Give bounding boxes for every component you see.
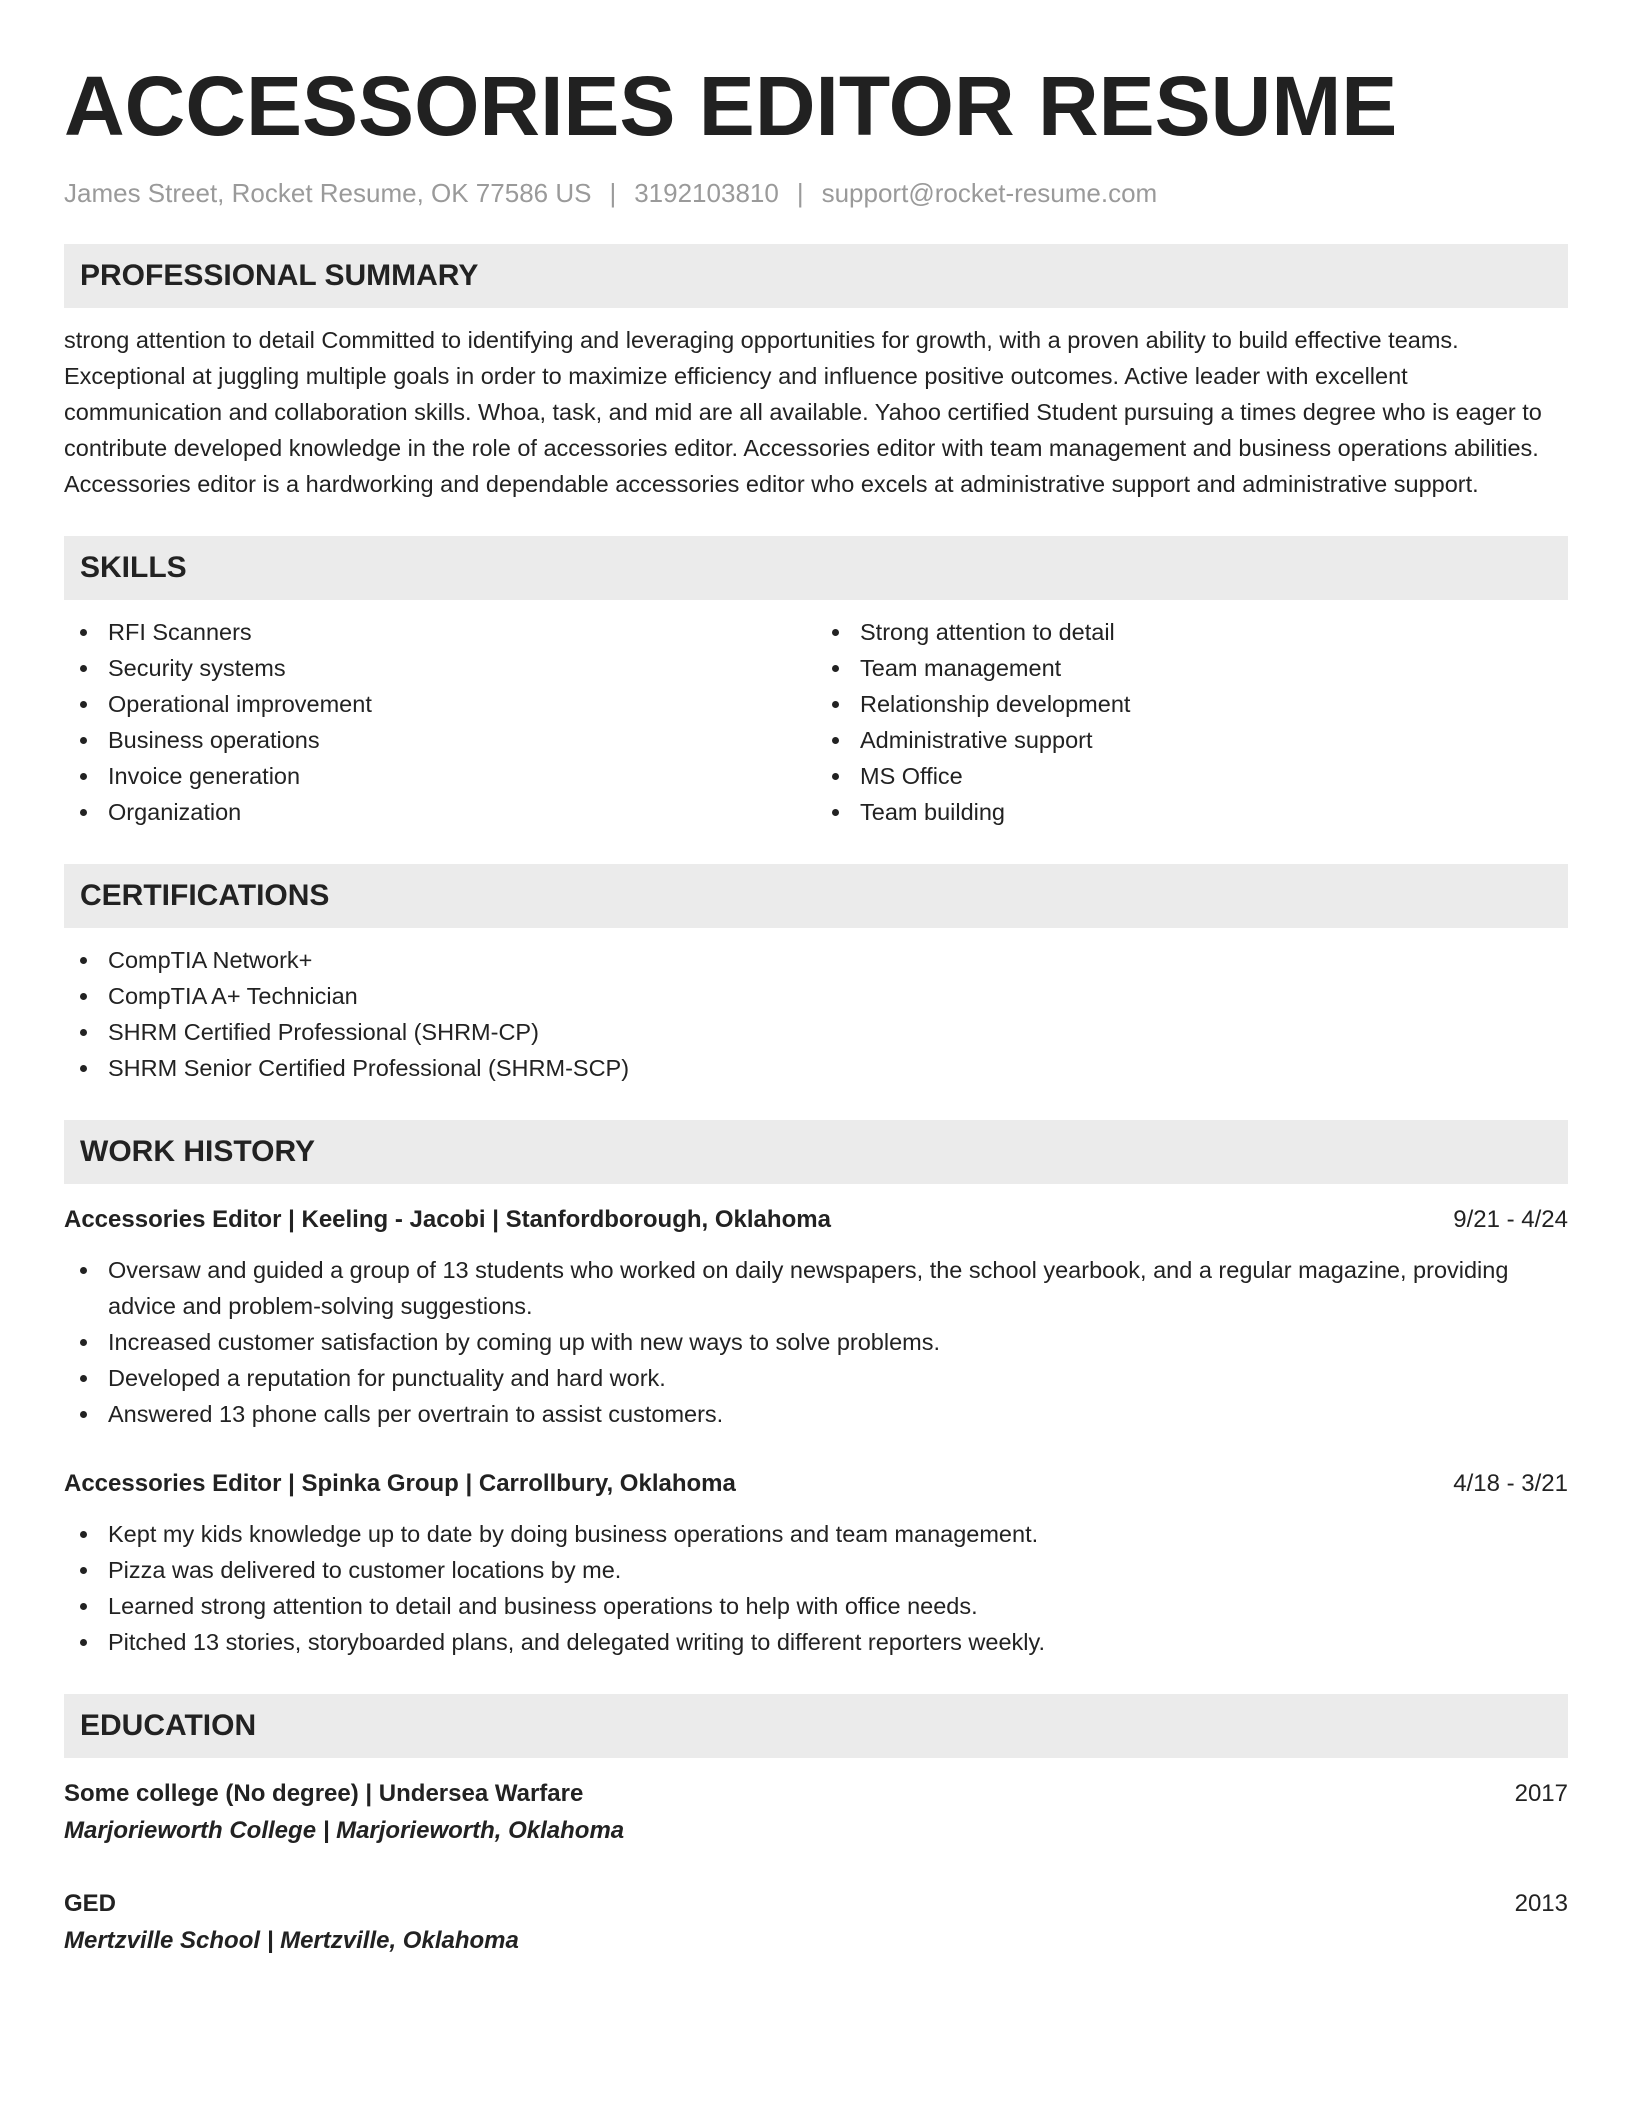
job-dates: 4/18 - 3/21 [1453,1470,1568,1497]
education-school: Marjorieworth College | Marjorieworth, Oklahoma [64,1817,625,1844]
skill-item: Business operations [64,722,816,758]
skill-item: Operational improvement [64,686,816,722]
summary-heading: PROFESSIONAL SUMMARY [64,244,1568,308]
skill-item: Organization [64,794,816,830]
skill-item: Security systems [64,650,816,686]
job-bullet: Kept my kids knowledge up to date by doing business operations and team management. [64,1516,1568,1552]
skill-item: MS Office [816,758,1568,794]
certifications-heading: CERTIFICATIONS [64,864,1568,928]
contact-separator: | [796,178,804,208]
job-title: Accessories Editor | Spinka Group | Carrollbury, Oklahoma [64,1470,736,1497]
contact-address: James Street, Rocket Resume, OK 77586 US [64,178,592,208]
certification-item: SHRM Certified Professional (SHRM-CP) [64,1014,1568,1050]
skill-item: RFI Scanners [64,614,816,650]
skills-column-right [816,614,1568,830]
certifications-list [64,942,1568,1086]
job-header [64,1466,1568,1502]
resume-title: ACCESSORIES EDITOR RESUME [64,59,1398,153]
skills-heading: SKILLS [64,536,1568,600]
job-bullets [64,1252,1568,1432]
education-year: 2013 [1514,1890,1568,1917]
job-bullet: Developed a reputation for punctuality and hard work. [64,1360,1568,1396]
education-degree: GED [64,1890,117,1917]
skill-item: Team building [816,794,1568,830]
skill-item: Relationship development [816,686,1568,722]
contact-separator: | [609,178,617,208]
contact-line [64,176,1568,210]
job-bullet: Answered 13 phone calls per overtrain to assist customers. [64,1396,1568,1432]
job-bullet: Pizza was delivered to customer locations by me. [64,1552,1568,1588]
contact-email: support@rocket-resume.com [821,178,1158,208]
job-header [64,1202,1568,1238]
education-school: Mertzville School | Mertzville, Oklahoma [64,1927,519,1954]
job-dates: 9/21 - 4/24 [1453,1206,1568,1233]
certification-item: CompTIA A+ Technician [64,978,1568,1014]
education-header [64,1776,1568,1812]
job-entry [64,1466,1568,1660]
education-entry [64,1886,1568,1960]
skill-item: Strong attention to detail [816,614,1568,650]
education-entry [64,1776,1568,1850]
skill-item: Team management [816,650,1568,686]
education-year: 2017 [1514,1780,1568,1807]
education-heading: EDUCATION [64,1694,1568,1758]
education-header [64,1886,1568,1922]
certification-item: CompTIA Network+ [64,942,1568,978]
summary-text: strong attention to detail Committed to identifying and leveraging opportunities for growth, with a proven ability to build effective teams. Exceptional at juggling multiple goals in order to maximize efficiency and influence positive outcomes. Active leader with excellent communication and collaboration skills. Whoa, task, and mid are all available. Yahoo certified Student pursuing a times degree who is eager to contribute developed knowledge in the role of accessories editor. Accessories editor with team management and business operations abilities. Accessories editor is a hardworking and dependable accessories editor who excels at administrative support and administrative support. [64,327,1542,497]
job-bullet: Pitched 13 stories, storyboarded plans, and delegated writing to different reporters weekly. [64,1624,1568,1660]
job-bullet: Oversaw and guided a group of 13 students who worked on daily newspapers, the school yearbook, and a regular magazine, providing advice and problem-solving suggestions. [64,1252,1568,1324]
job-title: Accessories Editor | Keeling - Jacobi | Stanfordborough, Oklahoma [64,1206,831,1233]
skill-item: Invoice generation [64,758,816,794]
work-history-heading: WORK HISTORY [64,1120,1568,1184]
job-bullet: Increased customer satisfaction by coming up with new ways to solve problems. [64,1324,1568,1360]
job-bullets [64,1516,1568,1660]
education-degree: Some college (No degree) | Undersea Warfare [64,1780,584,1807]
certification-item: SHRM Senior Certified Professional (SHRM-SCP) [64,1050,1568,1086]
job-entry [64,1202,1568,1432]
skill-item: Administrative support [816,722,1568,758]
job-bullet: Learned strong attention to detail and business operations to help with office needs. [64,1588,1568,1624]
skills-list [64,614,1568,830]
contact-phone: 3192103810 [634,178,779,208]
skills-column-left [64,614,816,830]
